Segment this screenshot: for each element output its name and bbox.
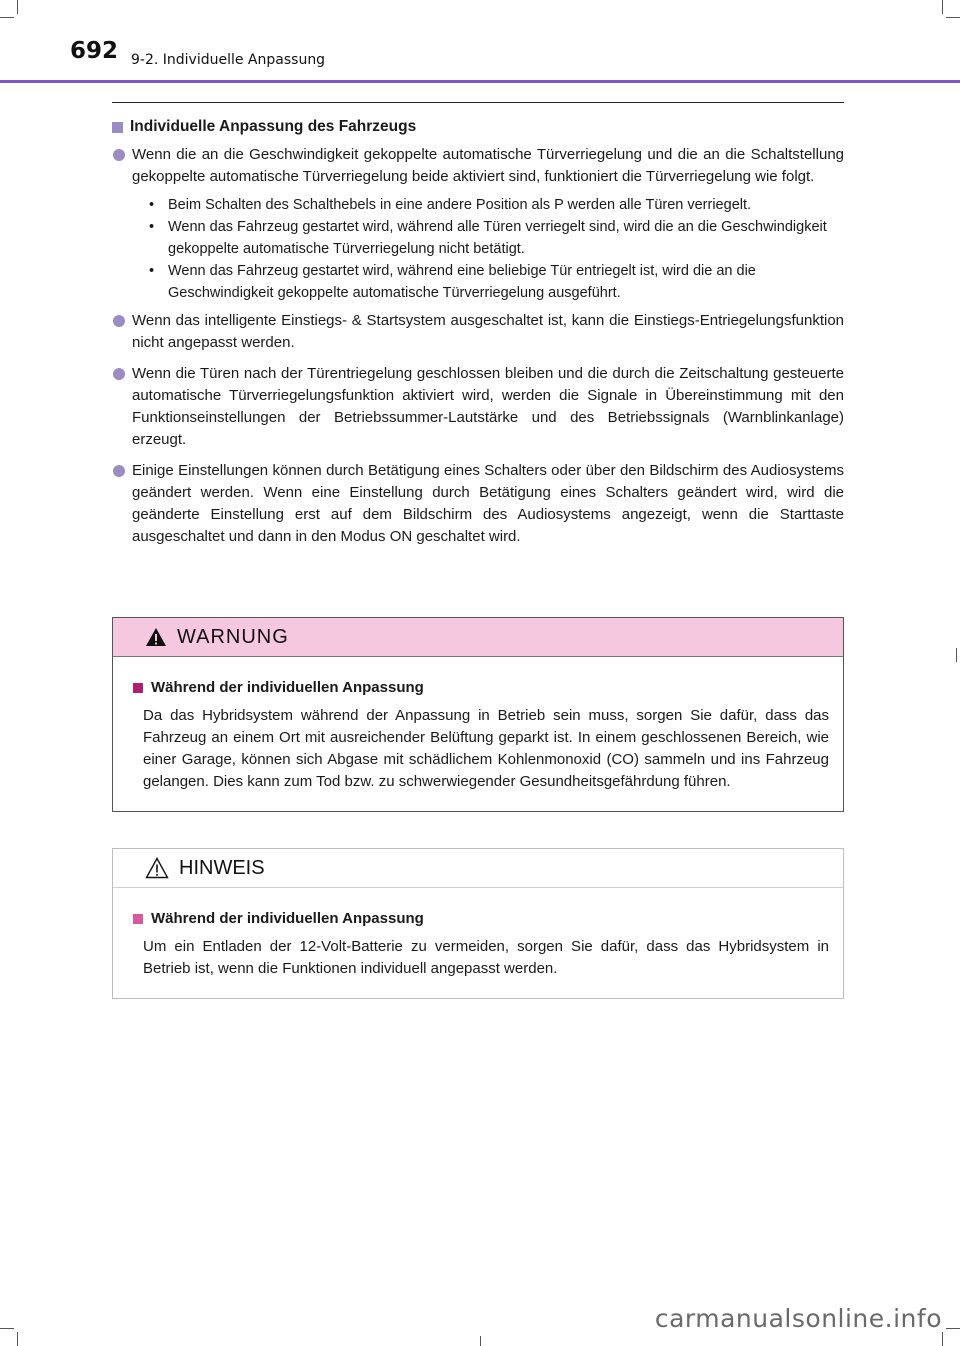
hint-title: HINWEIS	[179, 856, 265, 879]
hint-body	[113, 888, 843, 998]
bullet-mark: •	[149, 263, 155, 279]
list-item	[149, 260, 844, 304]
main-content	[112, 116, 844, 548]
hint-text: Um ein Entladen der 12-Volt-Batterie zu vermeiden, sorgen Sie dafür, dass das Hybridsystem in Betrieb ist, wenn die Funktionen individuell angepasst werden.	[143, 938, 829, 977]
paragraph-text: Einige Einstellungen können durch Betätigung eines Schalters oder über den Bildschirm des Audiosystems geändert werden. Wenn eine Einstellung durch Betätigung eines Schalters geändert wird, wird die geänderte Einstellung erst auf dem Bildschirm des Audiosystems angezeigt, wenn die Starttaste ausgeschaltet und dann in den Modus ON geschaltet wird.	[132, 462, 844, 545]
caution-triangle-icon	[145, 857, 169, 879]
square-bullet-icon	[112, 122, 123, 133]
bullet-mark: •	[149, 219, 155, 235]
circle-bullet-icon	[113, 149, 125, 161]
crop-mark	[17, 1332, 18, 1346]
paragraph-text: Wenn das intelligente Einstiegs- & Startsystem ausgeschaltet ist, kann die Einstiegs-Entriegelungsfunktion nicht angepasst werden.	[132, 312, 844, 351]
warning-text: Da das Hybridsystem während der Anpassung in Betrieb sein muss, sorgen Sie dafür, dass das Fahrzeug an einem Ort mit ausreichender Belüftung geparkt ist. In einem geschlossenen Bereich, wie einer Garage, können sich Abgase mit schädlichem Kohlenmonoxid (CO) sammeln und ins Fahrzeug gelangen. Dies kann zum Tod bzw. zu schwerwiegender Gesundheitsgefährdung führen.	[143, 707, 829, 790]
warning-box	[112, 617, 844, 812]
hint-subheading	[133, 908, 829, 930]
list-item-text: Beim Schalten des Schalthebels in eine andere Position als P werden alle Türen verriegelt.	[168, 197, 752, 213]
warning-subheading-text: Während der individuellen Anpassung	[151, 679, 424, 696]
warning-subheading	[133, 677, 829, 699]
paragraph	[132, 144, 844, 188]
section-title: 9-2. Individuelle Anpassung	[131, 52, 326, 68]
paragraph	[132, 310, 844, 354]
subheading-text: Individuelle Anpassung des Fahrzeugs	[130, 118, 417, 135]
crop-mark	[942, 1332, 943, 1346]
warning-header	[113, 618, 843, 657]
divider	[112, 102, 844, 103]
page-header	[0, 0, 960, 82]
warning-body	[113, 657, 843, 811]
list-item	[149, 194, 844, 216]
circle-bullet-icon	[113, 465, 125, 477]
crop-mark	[956, 648, 957, 662]
paragraph	[132, 363, 844, 451]
list-item	[149, 216, 844, 260]
circle-bullet-icon	[113, 315, 125, 327]
paragraph-text: Wenn die an die Geschwindigkeit gekoppelte automatische Türverriegelung und die an die Schaltstellung gekoppelte automatische Türverriegelung beide aktiviert sind, funktioniert die Türverriegelung wie folgt.	[132, 146, 844, 185]
subheading	[112, 116, 844, 138]
list-item-text: Wenn das Fahrzeug gestartet wird, während eine beliebige Tür entriegelt ist, wird die an die Geschwindigkeit gekoppelte automatische Türverriegelung ausgeführt.	[168, 263, 756, 301]
crop-mark	[946, 1328, 960, 1329]
page-number: 692	[70, 38, 119, 64]
crop-mark	[0, 1328, 14, 1329]
warning-triangle-icon	[145, 627, 167, 647]
header-rule	[0, 80, 960, 83]
circle-bullet-icon	[113, 368, 125, 380]
watermark: carmanualsonline.info	[654, 1304, 942, 1333]
square-bullet-icon	[133, 914, 143, 924]
square-bullet-icon	[133, 683, 143, 693]
paragraph-text: Wenn die Türen nach der Türentriegelung geschlossen bleiben und die durch die Zeitschaltung gesteuerte automatische Türverriegelungsfunktion aktiviert wird, werden die Signale in Übereinstimmung mit den Funktionseinstellungen der Betriebssummer-Lautstärke und des Betriebssignals (Warnblinkanlage) erzeugt.	[132, 365, 844, 448]
crop-mark	[480, 1336, 481, 1346]
hint-box	[112, 848, 844, 999]
hint-subheading-text: Während der individuellen Anpassung	[151, 910, 424, 927]
warning-title: WARNUNG	[177, 625, 289, 648]
bullet-mark: •	[149, 197, 155, 213]
paragraph	[132, 460, 844, 548]
list-item-text: Wenn das Fahrzeug gestartet wird, während alle Türen verriegelt sind, wird die an die Geschwindigkeit gekoppelte automatische Türverriegelung nicht betätigt.	[168, 219, 827, 257]
bullet-list	[149, 194, 844, 304]
hint-header	[113, 849, 843, 888]
